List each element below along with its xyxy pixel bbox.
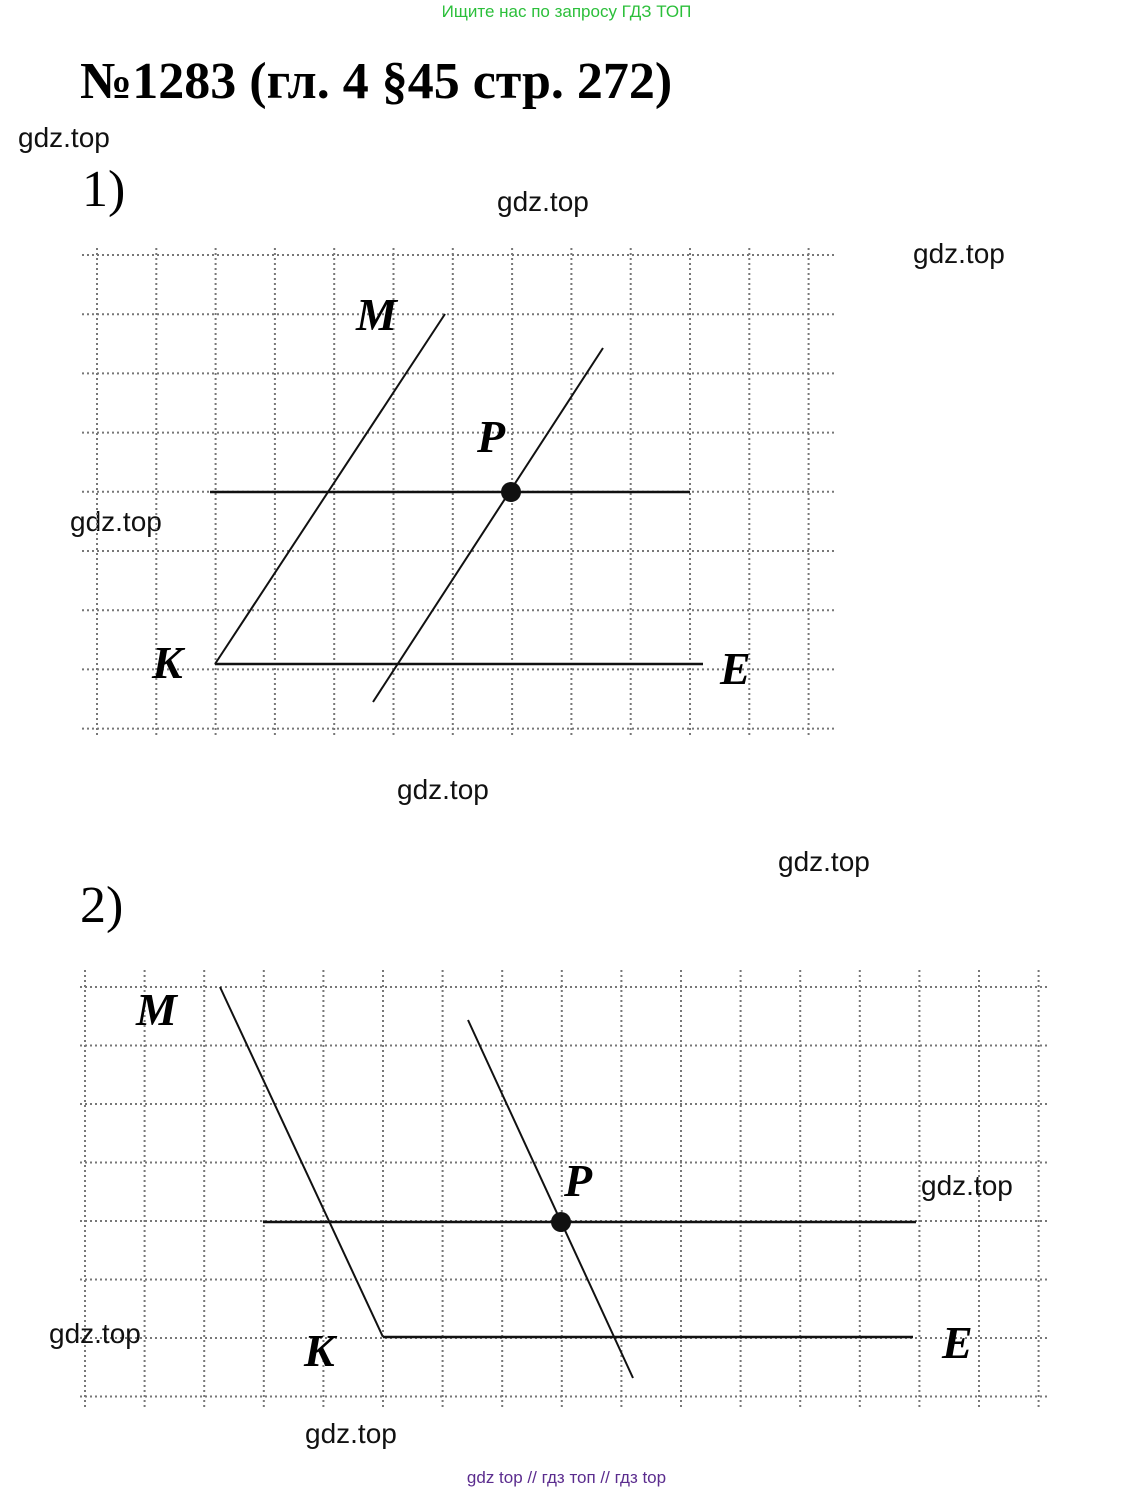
watermark: gdz.top bbox=[18, 122, 110, 153]
label-p: P bbox=[477, 411, 506, 462]
label-m: M bbox=[356, 289, 397, 340]
line-km bbox=[220, 987, 383, 1337]
search-hint-link[interactable]: Ищите нас по запросу ГДЗ ТОП bbox=[441, 2, 692, 21]
watermark: gdz.top bbox=[497, 186, 589, 217]
watermark: gdz.top bbox=[305, 1418, 397, 1449]
line-through-p-parallel-km bbox=[468, 1020, 633, 1378]
watermark: gdz.top bbox=[778, 846, 870, 877]
part-2-label: 2) bbox=[80, 877, 124, 934]
label-k: K bbox=[304, 1325, 335, 1376]
label-e: E bbox=[720, 643, 751, 694]
watermark: gdz.top bbox=[49, 1318, 141, 1349]
label-k: K bbox=[152, 637, 183, 688]
watermark: gdz.top bbox=[921, 1170, 1013, 1201]
page-title: №1283 (гл. 4 §45 стр. 272) bbox=[80, 53, 673, 110]
label-p: P bbox=[564, 1155, 593, 1206]
watermark: gdz.top bbox=[913, 238, 1005, 269]
part-1-label: 1) bbox=[82, 161, 126, 218]
watermark: gdz.top bbox=[70, 506, 162, 537]
footer-links[interactable]: gdz top // гдз топ // гдз top bbox=[466, 1468, 667, 1487]
watermark: gdz.top bbox=[397, 774, 489, 805]
label-m: M bbox=[136, 984, 177, 1035]
label-e: E bbox=[942, 1317, 973, 1368]
point-p bbox=[551, 1212, 571, 1232]
